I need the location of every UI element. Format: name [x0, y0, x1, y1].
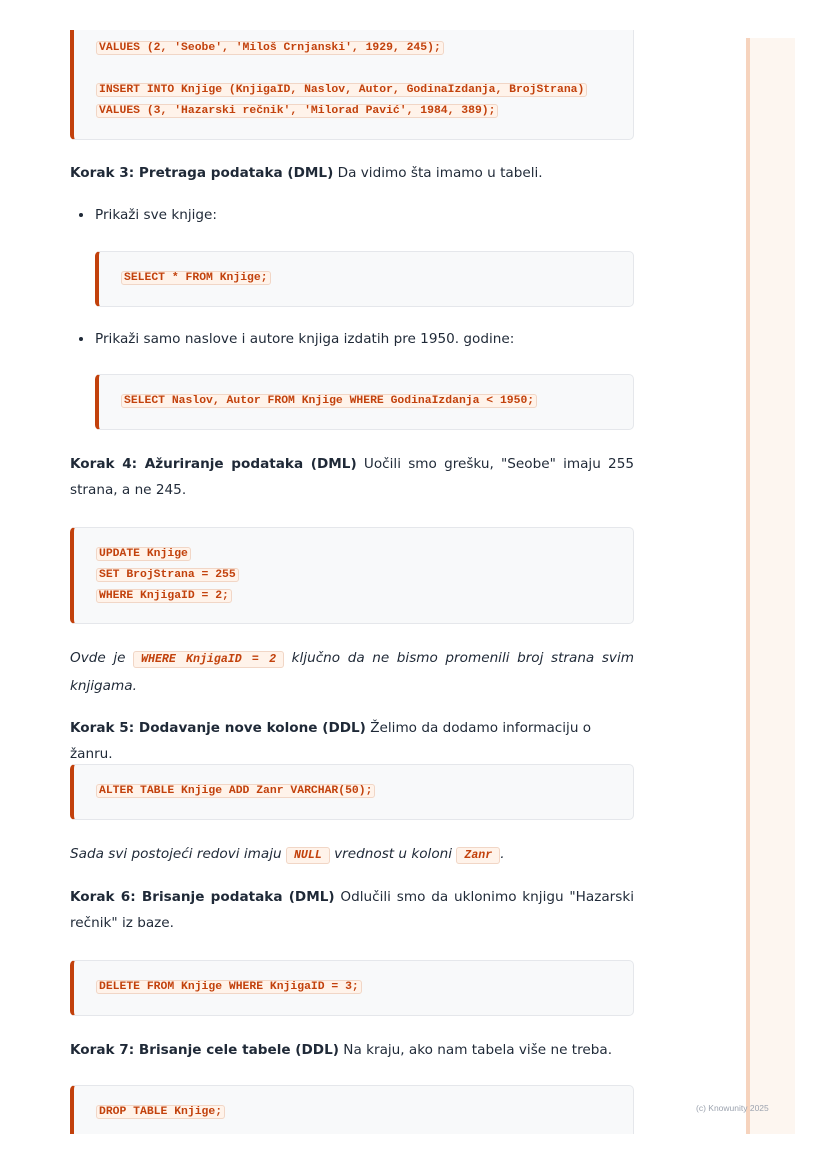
code-text	[121, 268, 611, 289]
step-7-text: Na kraju, ako nam tabela više ne treba.	[338, 1042, 613, 1058]
note-text: Sada svi postojeći redovi imaju	[70, 846, 286, 862]
code-block-select-filter	[95, 374, 634, 430]
code-line: UPDATE Knjige	[96, 547, 191, 561]
code-block-select-all	[95, 251, 634, 307]
code-block-delete	[70, 960, 634, 1016]
step-5-title: Korak 5: Dodavanje nove kolone (DDL)	[70, 720, 366, 736]
list-item	[95, 328, 635, 350]
step-5-paragraph	[70, 715, 634, 767]
step-3-text: Da vidimo šta imamo u tabeli.	[333, 165, 543, 181]
code-block-alter	[70, 764, 634, 820]
code-line: WHERE KnjigaID = 2;	[96, 589, 232, 603]
bullet-text: Prikaži sve knjige:	[95, 207, 217, 223]
code-line: SELECT * FROM Knjige;	[121, 271, 271, 285]
step-3-title: Korak 3: Pretraga podataka (DML)	[70, 165, 334, 181]
note-text: vrednost u koloni	[329, 846, 457, 862]
code-line: SELECT Naslov, Autor FROM Knjige WHERE GodinaIzdanja < 1950;	[121, 394, 537, 408]
code-line: VALUES (3, 'Hazarski rečnik', 'Milorad Pavić', 1984, 389);	[96, 104, 498, 118]
bullet-text: Prikaži samo naslove i autore knjiga izdatih pre 1950. godine:	[95, 331, 515, 347]
step-4-title: Korak 4: Ažuriranje podataka (DML)	[70, 456, 357, 472]
inline-code: WHERE KnjigaID = 2	[133, 651, 284, 668]
code-block-insert	[70, 30, 634, 140]
code-block-update	[70, 527, 634, 624]
list-item	[95, 204, 615, 226]
step-6-paragraph	[70, 884, 634, 936]
code-line: INSERT INTO Knjige (KnjigaID, Naslov, Autor, GodinaIzdanja, BrojStrana)	[96, 83, 587, 97]
code-text	[96, 781, 611, 802]
right-margin-panel	[746, 38, 795, 1134]
update-note	[70, 645, 634, 699]
copyright-footer: (c) Knowunity 2025	[696, 1103, 769, 1113]
note-text: .	[500, 846, 505, 862]
step-7-title: Korak 7: Brisanje cele tabele (DDL)	[70, 1042, 339, 1058]
step-6-title: Korak 6: Brisanje podataka (DML)	[70, 889, 335, 905]
code-text	[96, 1102, 611, 1123]
code-text	[96, 977, 611, 998]
code-line: DROP TABLE Knjige;	[96, 1105, 225, 1119]
code-text	[121, 391, 611, 412]
step-4-paragraph	[70, 451, 634, 503]
step-5-text: Želimo da dodamo informaciju o žanru.	[70, 720, 592, 762]
note-text: Ovde je	[70, 650, 134, 666]
code-line: ALTER TABLE Knjige ADD Zanr VARCHAR(50);	[96, 784, 375, 798]
step-7-paragraph	[70, 1037, 634, 1063]
step-3-paragraph	[70, 160, 634, 186]
inline-code: NULL	[286, 847, 330, 864]
code-line: VALUES (2, 'Seobe', 'Miloš Crnjanski', 1929, 245);	[96, 41, 444, 55]
inline-code: Zanr	[456, 847, 500, 864]
code-text	[96, 544, 611, 607]
step-4-text: Uočili smo grešku, "Seobe" imaju 255 strana, a ne 245.	[70, 456, 634, 498]
step-6-text: Odlučili smo da uklonimo knjigu "Hazarski rečnik" iz baze.	[70, 889, 634, 931]
code-line: SET BrojStrana = 255	[96, 568, 239, 582]
code-block-drop	[70, 1085, 634, 1134]
note-text: ključno da ne bismo promenili broj strana svim knjigama.	[70, 650, 634, 694]
code-line: DELETE FROM Knjige WHERE KnjigaID = 3;	[96, 980, 362, 994]
alter-note	[70, 841, 634, 869]
code-text	[96, 38, 611, 122]
